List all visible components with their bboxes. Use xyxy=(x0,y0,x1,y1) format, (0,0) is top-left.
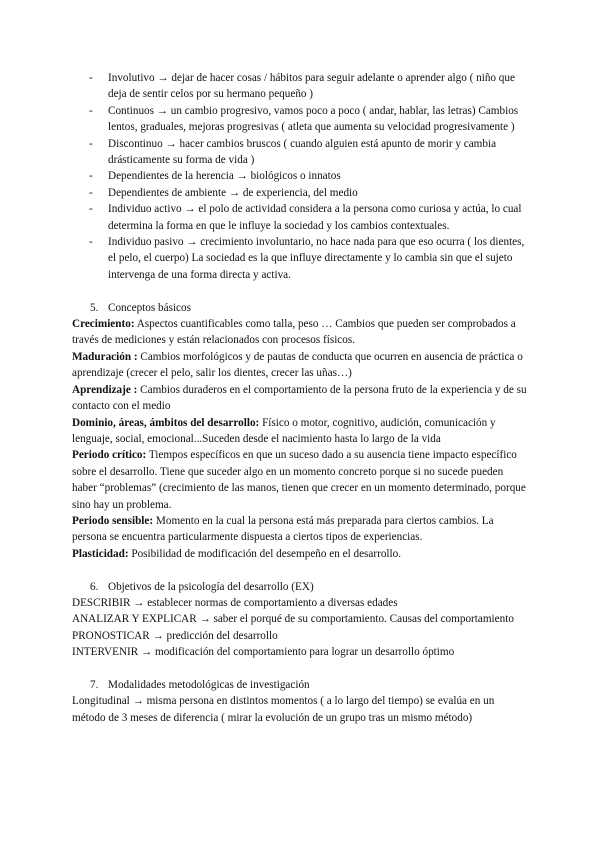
definition-text: Momento en la cual la persona está más preparada para ciertos cambios. La persona se encuentra particularmente dispuesta a ciertos tipos de experiencias. xyxy=(72,514,494,544)
definition-paragraph xyxy=(72,415,530,448)
section-heading-6 xyxy=(72,579,530,595)
bullet-dash: - xyxy=(89,236,93,249)
definition-text: Posibilidad de modificación del desempeño en el desarrollo. xyxy=(128,547,402,560)
definition-paragraph xyxy=(72,546,530,562)
objective-line: INTERVENIR → modificación del comportamiento para lograr un desarrollo óptimo xyxy=(72,646,455,659)
list-item xyxy=(72,234,530,283)
definition-term: Periodo sensible: xyxy=(72,514,154,527)
bullet-dash: - xyxy=(89,203,93,216)
definition-paragraph xyxy=(72,447,530,513)
objective-line: DESCRIBIR → establecer normas de comportamiento a diversas edades xyxy=(72,596,398,609)
section-number: 5. xyxy=(90,301,99,314)
list-item xyxy=(72,103,530,136)
objective-line: PRONOSTICAR → predicción del desarrollo xyxy=(72,629,278,642)
definition-text: Cambios morfológicos y de pautas de conducta que ocurren en ausencia de práctica o aprendizaje (crecer el pelo, salir los dientes, crecer las uñas…) xyxy=(72,350,523,380)
definition-paragraph xyxy=(72,349,530,382)
list-item-text: Involutivo → dejar de hacer cosas / hábitos para seguir adelante o aprender algo ( niño que deja de sentir celos por su hermano pequeño ) xyxy=(108,72,515,101)
list-item xyxy=(72,185,530,201)
definition-term: Aprendizaje : xyxy=(72,383,138,396)
list-item-text: Dependientes de ambiente → de experiencia, del medio xyxy=(108,186,358,199)
section-title: Modalidades metodológicas de investigación xyxy=(108,678,310,691)
definition-term: Plasticidad: xyxy=(72,547,129,560)
bullet-dash: - xyxy=(89,170,93,183)
bullet-dash: - xyxy=(89,72,93,84)
bullet-list xyxy=(72,70,530,283)
list-item-text: Individuo activo → el polo de actividad considera a la persona como curiosa y actúa, lo cual determina la forma en que le influye la sociedad y los cambios contextuales. xyxy=(108,203,522,232)
definition-term: Dominio, áreas, ámbitos del desarrollo: xyxy=(72,416,260,429)
definition-term: Crecimiento: xyxy=(72,318,135,331)
definition-paragraph xyxy=(72,382,530,415)
list-item xyxy=(72,70,530,103)
definition-paragraph xyxy=(72,316,530,349)
definition-term: Periodo crítico: xyxy=(72,449,147,462)
list-item-text: Dependientes de la herencia → biológicos o innatos xyxy=(108,170,341,183)
definition-term: Maduración : xyxy=(72,350,138,363)
definition-text: Cambios duraderos en el comportamiento de la persona fruto de la experiencia y de su contacto con el medio xyxy=(72,383,527,413)
section-title: Conceptos básicos xyxy=(108,301,191,314)
list-item-text: Continuos → un cambio progresivo, vamos poco a poco ( andar, hablar, las letras) Cambios lentos, graduales, mejoras progresivas ( atleta que aumenta su velocidad progresivamente ) xyxy=(108,104,519,134)
bullet-dash: - xyxy=(89,186,93,199)
section-heading-7 xyxy=(72,677,530,693)
definition-text: Tiempos específicos en que un suceso dado a su ausencia tiene impacto específico sobre el desarrollo. Tiene que suceder algo en un momento concreto porque si no sucede pueden haber “problemas” (crecimiento de las manos, tienen que crecer en un momento determinado, porque sino hay un problema. xyxy=(72,449,526,511)
list-item xyxy=(72,201,530,234)
section-number: 7. xyxy=(90,678,99,691)
list-item-text: Individuo pasivo → crecimiento involuntario, no hace nada para que eso ocurra ( los dientes, el pelo, el cuerpo) La sociedad es la que influye directamente y lo cambia sin que el sujeto intervenga de una forma directa y activa. xyxy=(108,236,525,281)
method-line: Longitudinal → misma persona en distintos momentos ( a lo largo del tiempo) se evalúa en un método de 3 meses de diferencia ( mirar la evolución de un grupo tras un mismo método) xyxy=(72,695,495,724)
objective-line: ANALIZAR Y EXPLICAR → saber el porqué de su comportamiento. Causas del comportamiento xyxy=(72,613,514,626)
definition-paragraph xyxy=(72,513,530,546)
bullet-dash: - xyxy=(89,104,93,117)
document-body xyxy=(72,70,530,726)
section-heading-5 xyxy=(72,300,530,316)
bullet-dash: - xyxy=(89,137,93,150)
section-title: Objetivos de la psicología del desarrollo (EX) xyxy=(108,580,314,593)
definition-text: Aspectos cuantificables como talla, peso … Cambios que pueden ser comprobados a través de mediciones y están relacionados con procesos físicos. xyxy=(72,318,516,347)
list-item xyxy=(72,168,530,184)
list-item-text: Discontinuo → hacer cambios bruscos ( cuando alguien está apunto de morir y cambia drásticamente su forma de vida ) xyxy=(108,137,497,167)
definition-text: Físico o motor, cognitivo, audición, comunicación y lenguaje, social, emocional...Suceden desde el nacimiento hasta lo largo de la vida xyxy=(72,416,496,445)
list-item xyxy=(72,136,530,169)
section-number: 6. xyxy=(90,580,99,593)
